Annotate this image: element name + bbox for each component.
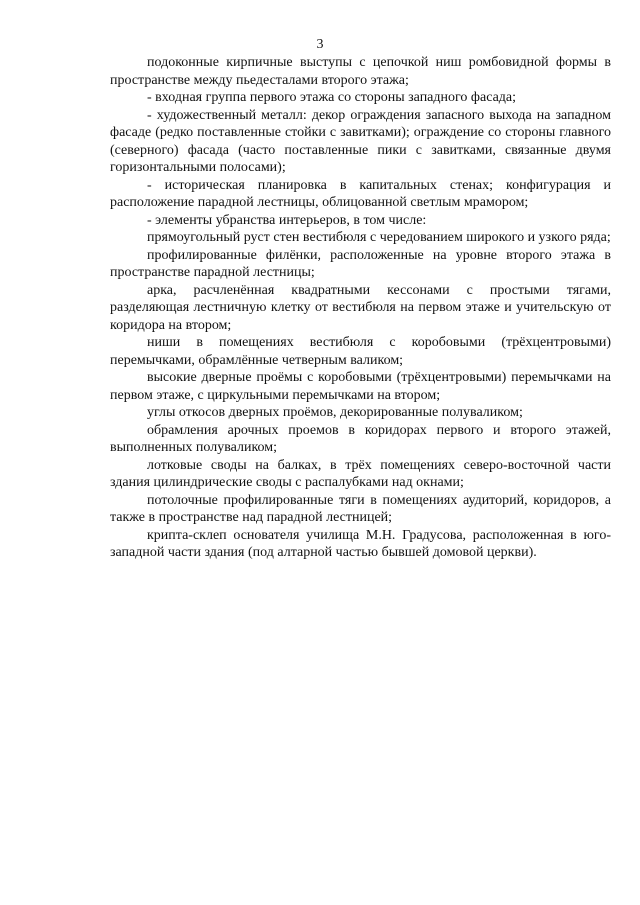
paragraph: обрамления арочных проемов в коридорах первого и второго этажей, выполненных полуваликом; [110, 422, 611, 455]
paragraph: - элементы убранства интерьеров, в том числе: [147, 212, 427, 228]
paragraph: профилированные филёнки, расположенные на уровне второго этажа в пространстве парадной лестницы; [110, 247, 611, 280]
paragraph: - художественный металл: декор ограждения запасного выхода на западном фасаде (редко поставленные стойки с завитками); ограждение со стороны главного (северного) фасада (часто поставленные пики с завитками, связанные двумя горизонтальными полосами); [110, 107, 611, 175]
paragraph: прямоугольный руст стен вестибюля с чередованием широкого и узкого ряда; [147, 230, 611, 245]
paragraph: лотковые своды на балках, в трёх помещениях северо-восточной части здания цилиндрические своды с распалубками над окнами; [110, 457, 611, 490]
page-number: 3 [316, 37, 324, 52]
paragraph: подоконные кирпичные выступы с цепочкой ниш ромбовидной формы в пространстве между пьедесталами второго этажа; [110, 55, 611, 88]
paragraph: углы откосов дверных проёмов, декорированные полуваликом; [147, 405, 523, 420]
paragraph: ниши в помещениях вестибюля с коробовыми (трёхцентровыми) перемычками, обрамлённые четверным валиком; [110, 335, 611, 368]
paragraph: потолочные профилированные тяги в помещениях аудиторий, коридоров, а также в пространстве над парадной лестницей; [110, 492, 611, 525]
paragraph: - историческая планировка в капитальных стенах; конфигурация и расположение парадной лестницы, облицованной светлым мрамором; [110, 177, 611, 210]
paragraph: арка, расчленённая квадратными кессонами с простыми тягами, разделяющая лестничную клетку от вестибюля на первом этаже и учительскую от коридора на втором; [110, 282, 611, 333]
document-body [110, 54, 611, 562]
paragraph: - входная группа первого этажа со стороны западного фасада; [147, 90, 517, 105]
paragraph: высокие дверные проёмы с коробовыми (трёхцентровыми) перемычками на первом этаже, с циркульными перемычками на втором; [110, 370, 611, 403]
paragraph: крипта-склеп основателя училища М.Н. Градусова, расположенная в юго-западной части здания (под алтарной частью бывшей домовой церкви). [110, 527, 611, 560]
